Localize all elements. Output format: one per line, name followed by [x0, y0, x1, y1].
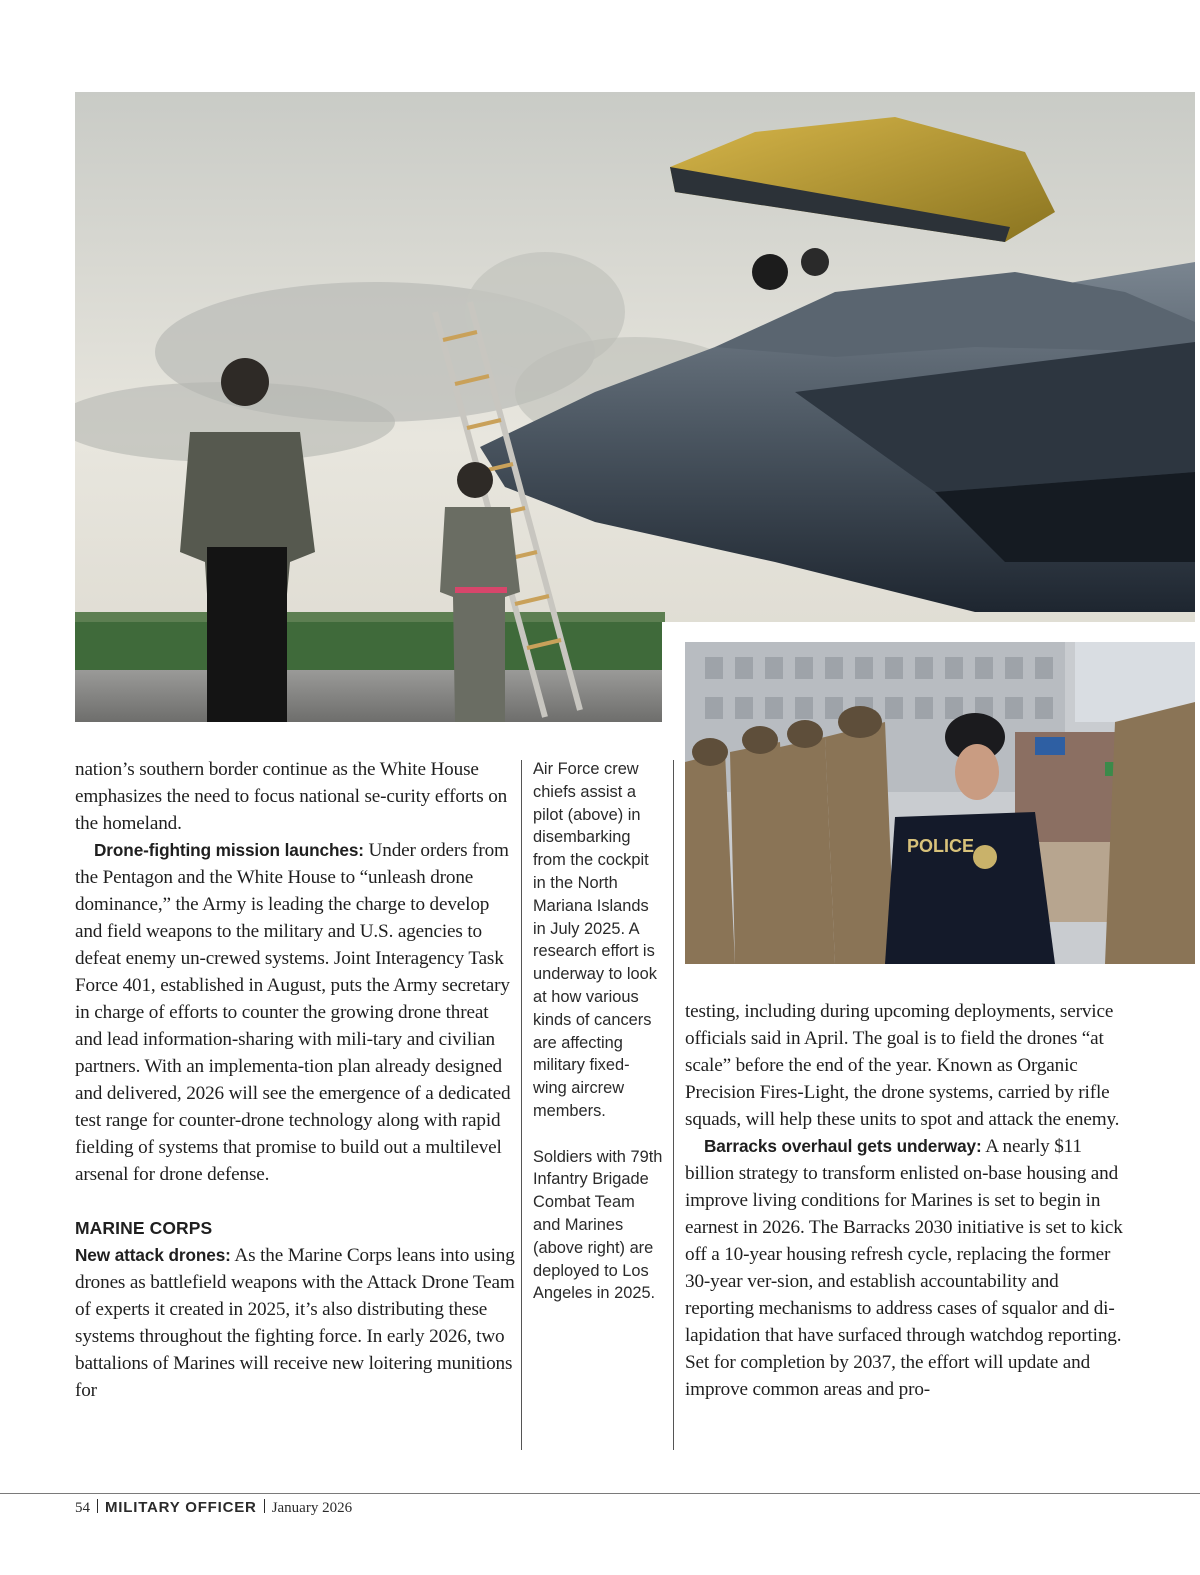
footer-separator — [264, 1499, 265, 1513]
article-column-right — [685, 998, 1125, 1403]
caption-los-angeles-photo: Soldiers with 79th Infantry Brigade Combat Team and Marines (above right) are deployed to Los Angeles in 2025. — [533, 1147, 663, 1303]
photo-marines-los-angeles — [685, 642, 1195, 964]
page-number: 54 — [75, 1500, 90, 1516]
article-column-left — [75, 756, 515, 1404]
paragraph — [685, 1133, 1125, 1403]
paragraph — [75, 837, 515, 1188]
paragraph: nation’s southern border continue as the White House emphasizes the need to focus national se-curity efforts on the homeland. — [75, 759, 508, 834]
paragraph-body: As the Marine Corps leans into using drones as battlefield weapons with the Attack Drone Team of experts it created in 2025, it’s also distributing these systems throughout the fighting force. In early 2026, two battalions of Marines will receive new loitering munitions for — [75, 1245, 515, 1401]
caption-jet-photo: Air Force crew chiefs assist a pilot (above) in disembarking from the cockpit in the North Mariana Islands in July 2025. A research effort is underway to look at how various kinds of cancers are affecting military fixed-wing aircrew members. — [533, 760, 657, 1120]
paragraph-body: A nearly $11 billion strategy to transform enlisted on-base housing and improve living conditions for Marines is set to begin in earnest in 2026. The Barracks 2030 initiative is set to kick off a 10-year housing refresh cycle, replacing the former 30-year ver-sion, and establish accountability and reporting mechanisms to address cases of squalor and di-lapidation that have surfaced through watchdog reporting. Set for completion by 2037, the effort will update and improve common areas and pro- — [685, 1136, 1123, 1400]
footer-separator — [97, 1499, 98, 1513]
issue-date: January 2026 — [271, 1500, 353, 1516]
caption-column — [533, 758, 663, 1328]
subhead-drone-fighting: Drone-fighting mission launches: — [94, 840, 364, 860]
page-footer — [75, 1497, 352, 1519]
police-badge-text: POLICE — [907, 836, 975, 856]
section-heading-marine-corps: MARINE CORPS — [75, 1218, 213, 1238]
caption-divider-right — [673, 760, 674, 1450]
footer-divider — [0, 1493, 1200, 1494]
paragraph — [75, 1242, 515, 1404]
magazine-name: MILITARY OFFICER — [105, 1499, 257, 1516]
caption-divider-left — [521, 760, 522, 1450]
subhead-barracks-overhaul: Barracks overhaul gets underway: — [704, 1136, 982, 1156]
subhead-new-attack-drones: New attack drones: — [75, 1245, 231, 1265]
paragraph-body: Under orders from the Pentagon and the White House to “unleash drone dominance,” the Army is leading the charge to develop and field weapons to the military and U.S. agencies to defeat enemy un-crewed systems. Joint Interagency Task Force 401, established in August, puts the Army secretary in charge of efforts to counter the growing drone threat and lead information-sharing with mili-tary and civilian partners. With an implementa-tion plan already designed and delivered, 2026 will see the emergence of a dedicated test range for counter-drone technology along with rapid fielding of systems that promise to build out a multilevel arsenal for drone defense. — [75, 840, 511, 1185]
paragraph: testing, including during upcoming deployments, service officials said in April. The goal is to field the drones “at scale” before the end of the year. Known as Organic Precision Fires-Light, the drone systems, carried by rifle squads, will help these units to spot and attack the enemy. — [685, 1001, 1120, 1130]
